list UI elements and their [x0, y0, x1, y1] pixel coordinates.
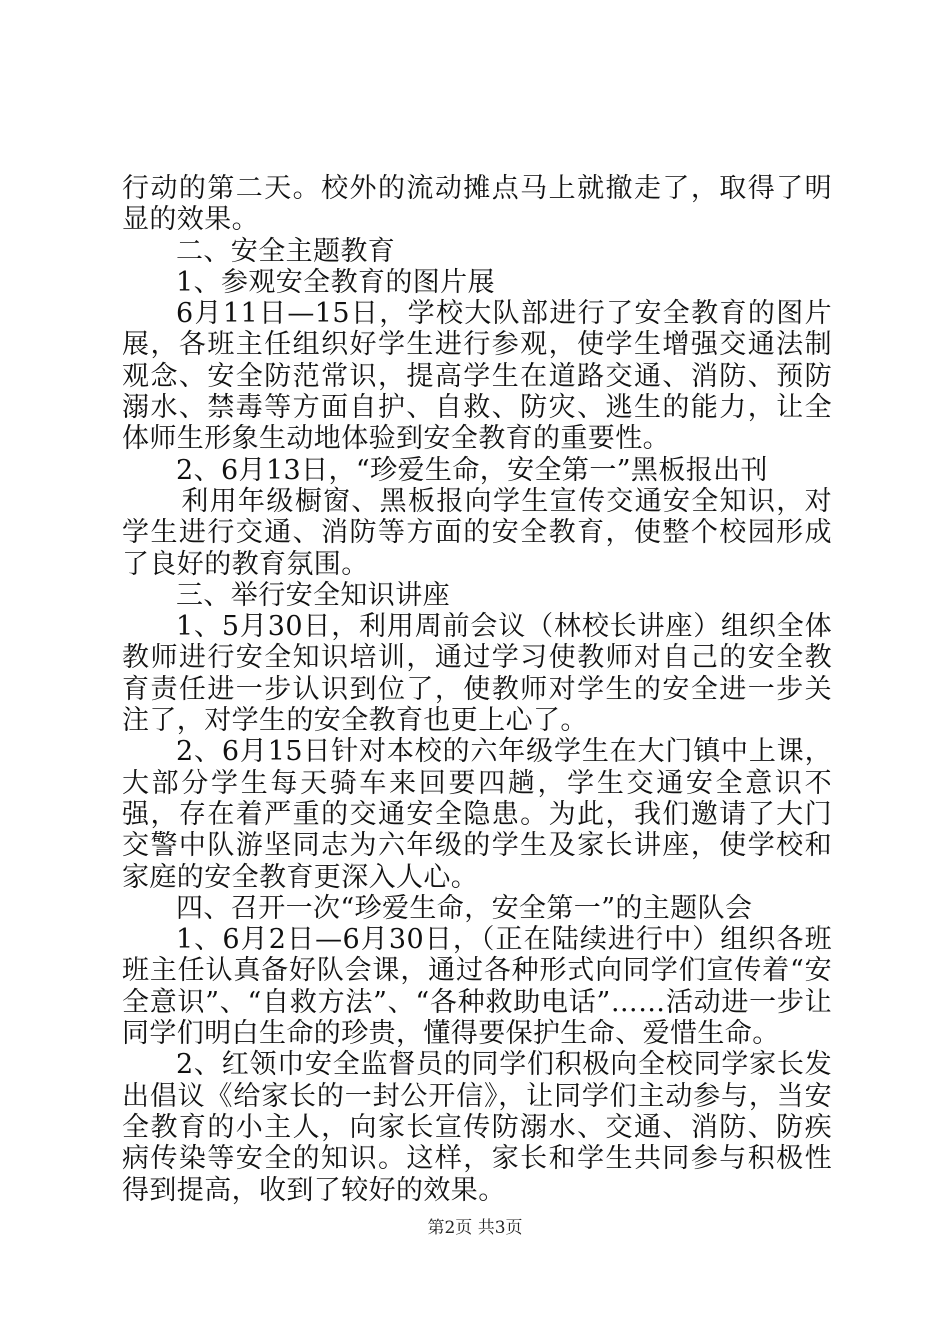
section-heading: 二、安全主题教育: [176, 235, 396, 267]
paragraph: 2、6月15日针对本校的六年级学生在大门镇中上课，大部分学生每天骑车来回要四趟，学生交通安全意识不强，存在着严重的交通安全隐患。为此，我们邀请了大门交警中队游坚同志为六年级的学生及家长讲座，使学校和家庭的安全教育更深入人心。: [122, 736, 832, 893]
paragraph: 2、红领巾安全监督员的同学们积极向全校同学家长发出倡议《给家长的一封公开信》，让同学们主动参与，当安全教育的小主人，向家长宣传防溺水、交通、消防、防疾病传染等安全的知识。这样，家长和学生共同参与积极性得到提高，收到了较好的效果。: [122, 1049, 832, 1206]
paragraph: 1、6月2日—6月30日，（正在陆续进行中）组织各班班主任认真备好队会课，通过各种形式向同学们宣传着“安全意识”、“自救方法”、“各种救助电话”……活动进一步让同学们明白生命的珍贵，懂得要保护生命、爱惜生命。: [122, 924, 832, 1050]
paragraph: 6月11日—15日，学校大队部进行了安全教育的图片展，各班主任组织好学生进行参观，使学生增强交通法制观念、安全防范常识，提高学生在道路交通、消防、预防溺水、禁毒等方面自护、自救、防灾、逃生的能力，让全体师生形象生动地体验到安全教育的重要性。: [122, 298, 832, 455]
subsection-heading: 2、6月13日，“珍爱生命，安全第一”黑板报出刊: [176, 454, 768, 486]
subsection-heading: 1、参观安全教育的图片展: [176, 266, 495, 298]
paragraph: 利用年级橱窗、黑板报向学生宣传交通安全知识，对学生进行交通、消防等方面的安全教育，使整个校园形成了良好的教育氛围。: [122, 485, 832, 580]
section-heading: 四、召开一次“珍爱生命，安全第一”的主题队会: [176, 892, 753, 924]
document-body: [122, 173, 832, 1206]
section-heading: 三、举行安全知识讲座: [176, 579, 450, 611]
paragraph: 行动的第二天。校外的流动摊点马上就撤走了，取得了明显的效果。: [122, 173, 832, 236]
page-number-footer: 第2页 共3页: [427, 1218, 523, 1238]
paragraph: 1、5月30日，利用周前会议（林校长讲座）组织全体教师进行安全知识培训，通过学习使教师对自己的安全教育责任进一步认识到位了，使教师对学生的安全进一步关注了，对学生的安全教育也更上心了。: [122, 611, 832, 737]
